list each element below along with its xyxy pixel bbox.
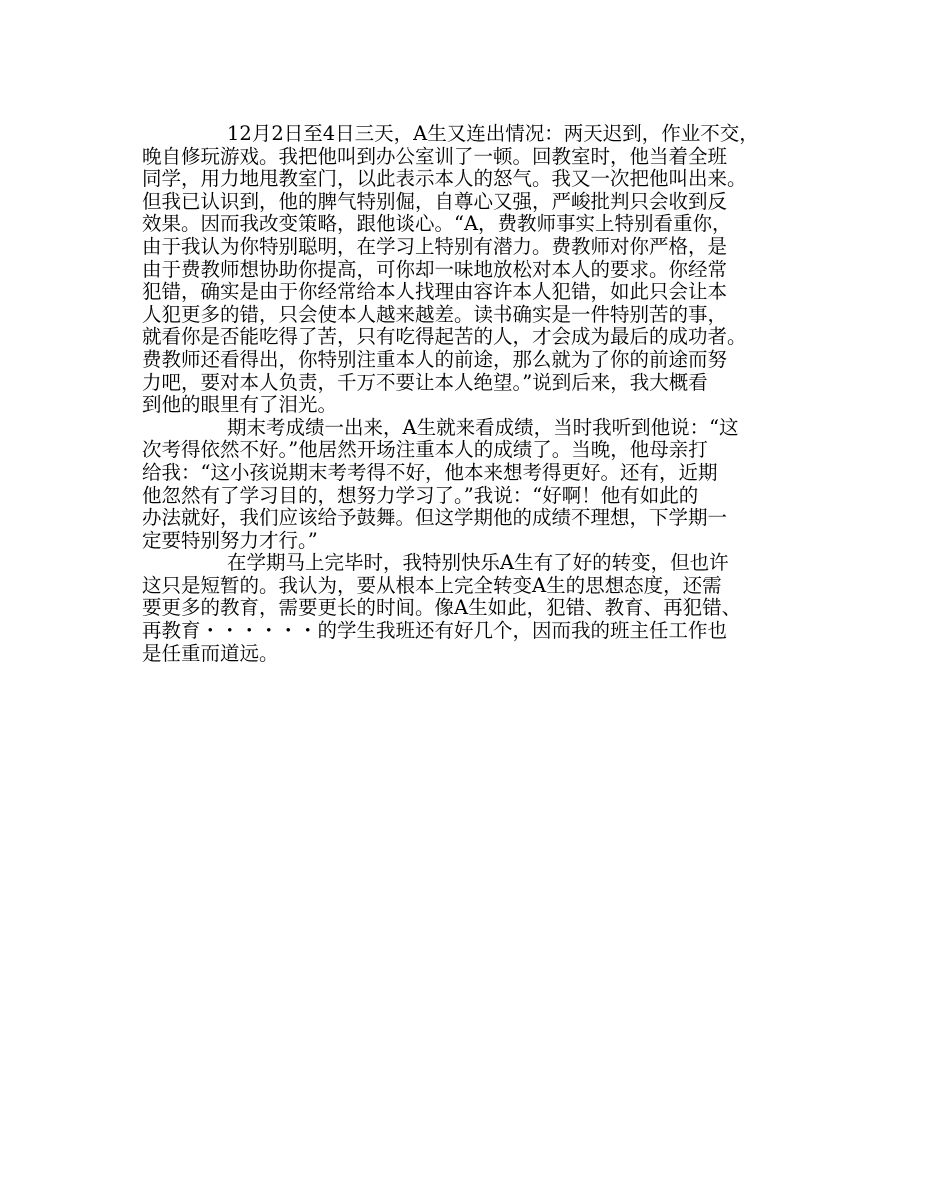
text-line: 力吧，要对本人负责，千万不要让本人绝望。”说到后来，我大概看 bbox=[142, 370, 708, 394]
text-line: 办法就好，我们应该给予鼓舞。但这学期他的成绩不理想，下学期一 bbox=[142, 506, 728, 530]
text-line: 期末考成绩一出来，A生就来看成绩，当时我听到他说：“这 bbox=[227, 415, 739, 439]
paragraph-3 bbox=[142, 552, 822, 665]
text-line: 到他的眼里有了泪光。 bbox=[142, 393, 338, 417]
text-line: 犯错，确实是由于你经常给本人找理由容许本人犯错，如此只会让本 bbox=[142, 280, 728, 304]
text-line: 效果。因而我改变策略，跟他谈心。“A，费教师事实上特别看重你， bbox=[142, 212, 732, 236]
text-line: 但我已认识到，他的脾气特别倔，自尊心又强，严峻批判只会收到反 bbox=[142, 189, 728, 213]
text-line: 次考得依然不好。”他居然开场注重本人的成绩了。当晚，他母亲打 bbox=[142, 438, 708, 462]
text-line: 费教师还看得出，你特别注重本人的前途，那么就为了你的前途而努 bbox=[142, 347, 728, 371]
text-line: 再教育・・・・・・的学生我班还有好几个，因而我的班主任工作也 bbox=[142, 619, 728, 643]
paragraph-1 bbox=[142, 123, 822, 417]
paragraph-2 bbox=[142, 417, 822, 553]
text-line: 这只是短暂的。我认为，要从根本上完全转变A生的思想态度，还需 bbox=[142, 573, 722, 597]
text-line: 就看你是否能吃得了苦，只有吃得起苦的人，才会成为最后的成功者。 bbox=[142, 325, 747, 349]
text-line: 同学，用力地甩教室门，以此表示本人的怒气。我又一次把他叫出来。 bbox=[142, 167, 747, 191]
text-line: 他忽然有了学习目的，想努力学习了。”我说：“好啊！他有如此的 bbox=[142, 483, 699, 507]
text-line: 定要特别努力才行。” bbox=[142, 528, 318, 552]
text-line: 要更多的教育，需要更长的时间。像A生如此，犯错、教育、再犯错、 bbox=[142, 596, 742, 620]
text-line: 由于我认为你特别聪明，在学习上特别有潜力。费教师对你严格，是 bbox=[142, 234, 728, 258]
text-line: 是任重而道远。 bbox=[142, 641, 279, 665]
text-line: 由于费教师想协助你提高，可你却一味地放松对本人的要求。你经常 bbox=[142, 257, 728, 281]
text-line: 晚自修玩游戏。我把他叫到办公室训了一顿。回教室时，他当着全班 bbox=[142, 144, 728, 168]
document-body bbox=[142, 123, 822, 665]
text-line: 在学期马上完毕时，我特别快乐A生有了好的转变，但也许 bbox=[227, 551, 729, 575]
text-line: 人犯更多的错，只会使本人越来越差。读书确实是一件特别苦的事， bbox=[142, 302, 728, 326]
text-line: 给我：“这小孩说期末考考得不好，他本来想考得更好。还有，近期 bbox=[142, 460, 718, 484]
text-line: 12月2日至4日三天，A生又连出情况：两天迟到，作业不交， bbox=[227, 122, 759, 145]
